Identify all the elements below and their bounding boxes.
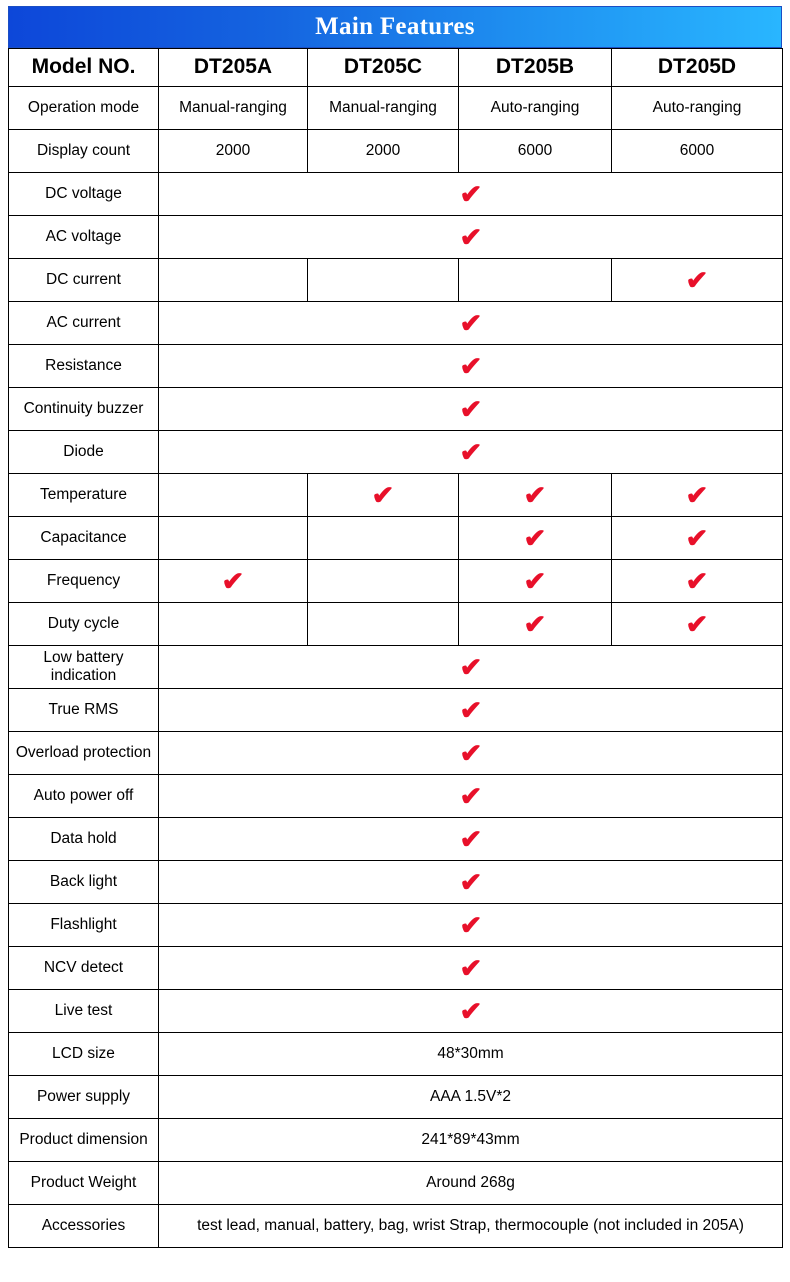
row-label: Operation mode (9, 87, 159, 130)
cell-empty (308, 259, 459, 302)
row-label: DC voltage (9, 173, 159, 216)
table-row (9, 732, 783, 775)
table-row (9, 1033, 783, 1076)
table-row (9, 818, 783, 861)
row-label: Overload protection (9, 732, 159, 775)
check-icon: ✔ (459, 221, 482, 252)
title-bar (8, 6, 782, 48)
row-label: Display count (9, 130, 159, 173)
row-label: DC current (9, 259, 159, 302)
row-label: Frequency (9, 560, 159, 603)
row-label: Resistance (9, 345, 159, 388)
check-icon: ✔ (459, 307, 482, 338)
main-features-table (8, 48, 783, 1248)
table-row (9, 87, 783, 130)
cell-value: Manual-ranging (308, 87, 459, 130)
cell-check-all (159, 216, 783, 259)
table-row (9, 431, 783, 474)
cell-check-all (159, 689, 783, 732)
cell-value-span: 241*89*43mm (159, 1119, 783, 1162)
table-row (9, 1119, 783, 1162)
cell-check-all (159, 345, 783, 388)
column-header-dt205b: DT205B (459, 49, 612, 87)
cell-empty (308, 603, 459, 646)
cell-check (612, 474, 783, 517)
row-label: Continuity buzzer (9, 388, 159, 431)
check-icon: ✔ (459, 436, 482, 467)
column-header-model-no: Model NO. (9, 49, 159, 87)
cell-value: 2000 (308, 130, 459, 173)
table-row (9, 1162, 783, 1205)
cell-empty (159, 474, 308, 517)
row-label: Duty cycle (9, 603, 159, 646)
row-label: True RMS (9, 689, 159, 732)
cell-check-all (159, 861, 783, 904)
check-icon: ✔ (221, 565, 245, 596)
cell-empty (459, 259, 612, 302)
table-row (9, 474, 783, 517)
cell-empty (159, 259, 308, 302)
cell-check (612, 517, 783, 560)
check-icon: ✔ (459, 393, 482, 424)
row-label: NCV detect (9, 947, 159, 990)
check-icon: ✔ (685, 522, 709, 553)
check-icon: ✔ (459, 823, 482, 854)
column-header-dt205a: DT205A (159, 49, 308, 87)
table-row (9, 775, 783, 818)
cell-empty (308, 560, 459, 603)
cell-check-all (159, 431, 783, 474)
check-icon: ✔ (459, 651, 482, 682)
row-label: Live test (9, 990, 159, 1033)
row-label: Product dimension (9, 1119, 159, 1162)
check-icon: ✔ (459, 866, 482, 897)
cell-value: Auto-ranging (612, 87, 783, 130)
table-row (9, 388, 783, 431)
row-label: Auto power off (9, 775, 159, 818)
table-row (9, 259, 783, 302)
row-label: Temperature (9, 474, 159, 517)
table-row (9, 646, 783, 689)
check-icon: ✔ (459, 780, 482, 811)
row-label: Flashlight (9, 904, 159, 947)
check-icon: ✔ (459, 694, 482, 725)
cell-check-all (159, 947, 783, 990)
cell-value-span: AAA 1.5V*2 (159, 1076, 783, 1119)
cell-value: Manual-ranging (159, 87, 308, 130)
cell-value: 2000 (159, 130, 308, 173)
cell-value-span: Around 268g (159, 1162, 783, 1205)
cell-empty (308, 517, 459, 560)
row-label: Data hold (9, 818, 159, 861)
cell-check-all (159, 302, 783, 345)
table-row (9, 990, 783, 1033)
row-label: Product Weight (9, 1162, 159, 1205)
table-row (9, 947, 783, 990)
cell-value: Auto-ranging (459, 87, 612, 130)
cell-check-all (159, 173, 783, 216)
table-row (9, 861, 783, 904)
cell-check-all (159, 646, 783, 689)
check-icon: ✔ (685, 565, 709, 596)
table-row (9, 173, 783, 216)
cell-value: 6000 (459, 130, 612, 173)
check-icon: ✔ (523, 565, 547, 596)
cell-check-all (159, 388, 783, 431)
check-icon: ✔ (523, 608, 547, 639)
check-icon: ✔ (371, 479, 395, 510)
check-icon: ✔ (685, 479, 709, 510)
row-label: Diode (9, 431, 159, 474)
table-row (9, 603, 783, 646)
cell-check (459, 474, 612, 517)
check-icon: ✔ (459, 178, 482, 209)
cell-value-span: 48*30mm (159, 1033, 783, 1076)
cell-check (308, 474, 459, 517)
row-label: AC voltage (9, 216, 159, 259)
table-row (9, 1205, 783, 1248)
cell-check (612, 560, 783, 603)
cell-check (459, 560, 612, 603)
cell-empty (159, 603, 308, 646)
row-label: Accessories (9, 1205, 159, 1248)
row-label: Power supply (9, 1076, 159, 1119)
check-icon: ✔ (685, 608, 709, 639)
cell-check (612, 603, 783, 646)
cell-check-all (159, 732, 783, 775)
check-icon: ✔ (459, 995, 482, 1026)
cell-check (459, 517, 612, 560)
cell-value-span: test lead, manual, battery, bag, wrist Strap, thermocouple (not included in 205A) (159, 1205, 783, 1248)
check-icon: ✔ (523, 479, 547, 510)
row-label: Back light (9, 861, 159, 904)
check-icon: ✔ (459, 737, 482, 768)
table-row (9, 302, 783, 345)
column-header-dt205c: DT205C (308, 49, 459, 87)
row-label: Capacitance (9, 517, 159, 560)
check-icon: ✔ (459, 350, 482, 381)
table-header-row (9, 49, 783, 87)
check-icon: ✔ (459, 909, 482, 940)
table-row (9, 345, 783, 388)
table-row (9, 216, 783, 259)
check-icon: ✔ (685, 264, 709, 295)
cell-check (612, 259, 783, 302)
row-label: LCD size (9, 1033, 159, 1076)
table-row (9, 130, 783, 173)
cell-check-all (159, 818, 783, 861)
table-row (9, 560, 783, 603)
check-icon: ✔ (459, 952, 482, 983)
cell-check-all (159, 990, 783, 1033)
cell-check (159, 560, 308, 603)
cell-empty (159, 517, 308, 560)
table-row (9, 1076, 783, 1119)
row-label: AC current (9, 302, 159, 345)
cell-check (459, 603, 612, 646)
cell-check-all (159, 775, 783, 818)
cell-check-all (159, 904, 783, 947)
row-label: Low battery indication (9, 646, 159, 689)
check-icon: ✔ (523, 522, 547, 553)
table-row (9, 517, 783, 560)
table-row (9, 689, 783, 732)
column-header-dt205d: DT205D (612, 49, 783, 87)
cell-value: 6000 (612, 130, 783, 173)
table-row (9, 904, 783, 947)
page-title: Main Features (315, 13, 475, 40)
